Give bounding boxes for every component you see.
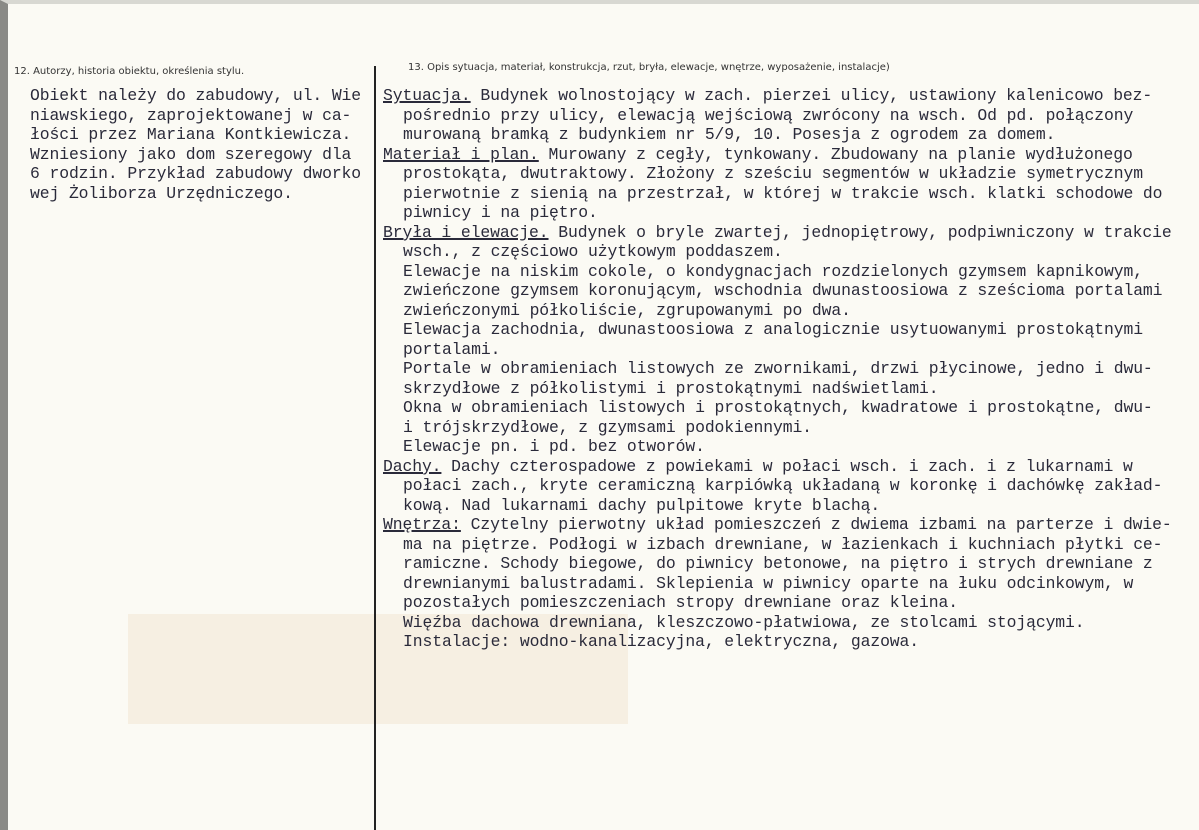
line-text: Murowany z cegły, tynkowany. Zbudowany na planie wydłużonego	[538, 144, 1133, 164]
line-text: pozostałych pomieszczeniach stropy drewniane oraz kleina.	[403, 593, 958, 612]
text-line	[383, 632, 1172, 652]
line-text: i trójskrzydłowe, z gzymsami podokiennymi.	[403, 417, 812, 437]
line-text: zwieńczonymi półkoliście, zgrupowanymi po dwa.	[403, 300, 851, 320]
line-text: prostokąta, dwutraktowy. Złożony z sześciu segmentów w układzie symetrycznym	[403, 164, 1143, 183]
text-line	[383, 437, 1172, 457]
line-text: drewnianymi balustradami. Sklepienia w piwnicy oparte na łuku odcinkowym, w	[403, 573, 1134, 593]
text-line: łości przez Mariana Kontkiewicza.	[30, 125, 352, 144]
text-line	[383, 398, 1172, 418]
section-12-text	[30, 86, 361, 203]
text-line	[383, 574, 1172, 594]
line-text: wsch., z częściowo użytkowym poddaszem.	[403, 242, 783, 261]
line-text: Instalacje: wodno-kanalizacyjna, elektryczna, gazowa.	[403, 632, 920, 651]
subsection-heading: Dachy.	[383, 456, 442, 476]
text-line	[383, 184, 1172, 204]
text-line: 6 rodzin. Przykład zabudowy dworko	[30, 164, 362, 183]
column-divider	[374, 66, 376, 830]
line-text: Elewacja zachodnia, dwunastoosiowa z analogicznie usytuowanymi prostokątnymi	[403, 320, 1143, 339]
line-text: Elewacje na niskim cokole, o kondygnacjach rozdzielonych gzymsem kapnikowym,	[403, 261, 1143, 281]
line-text: ramiczne. Schody biegowe, do piwnicy betonowe, na piętro i strych drewniane z	[403, 554, 1153, 573]
line-text: piwnicy i na piętro.	[403, 203, 598, 222]
text-line	[383, 535, 1172, 555]
text-line	[383, 457, 1172, 477]
text-line	[383, 340, 1172, 360]
text-line: Obiekt należy do zabudowy, ul. Wie	[30, 86, 362, 105]
section-13-label: 13. Opis sytuacja, materiał, konstrukcja, rzut, bryła, elewacje, wnętrze, wyposażenie, instalacje)	[408, 62, 890, 73]
text-line	[383, 476, 1172, 496]
line-text: ma na piętrze. Podłogi w izbach drewniane, w łazienkach i kuchniach płytki ce-	[403, 534, 1163, 554]
text-line	[383, 496, 1172, 516]
line-text: murowaną bramką z budynkiem nr 5/9, 10. Posesja z ogrodem za domem.	[403, 125, 1056, 144]
text-line	[383, 515, 1172, 535]
text-line	[383, 242, 1172, 262]
section-12-label: 12. Autorzy, historia obiektu, określenia stylu.	[14, 66, 245, 77]
text-line	[383, 145, 1172, 165]
line-text: Czytelny pierwotny układ pomieszczeń z dwiema izbami na parterze i dwie-	[460, 515, 1172, 534]
line-text: zwieńczone gzymsem koronującym, wschodnia dwunastoosiowa z sześcioma portalami	[403, 281, 1163, 300]
text-line	[383, 554, 1172, 574]
text-line	[383, 262, 1172, 282]
subsection-heading: Wnętrza:	[383, 515, 461, 534]
line-text: pierwotnie z sienią na przestrzał, w której w trakcie wsch. klatki schodowe do	[403, 183, 1163, 203]
line-text: pośrednio przy ulicy, elewacją wejściową zwrócony na wsch. Od pd. połączony	[403, 105, 1134, 125]
line-text: skrzydłowe z półkolistymi i prostokątnymi nadświetlami.	[403, 378, 939, 398]
line-text: kową. Nad lukarnami dachy pulpitowe kryte blachą.	[403, 495, 881, 515]
line-text: Budynek wolnostojący w zach. pierzei ulicy, ustawiony kalenicowo bez-	[470, 86, 1153, 105]
line-text: Okna w obramieniach listowych i prostokątnych, kwadratowe i prostokątne, dwu-	[403, 398, 1153, 417]
text-line	[383, 359, 1172, 379]
line-text: połaci zach., kryte ceramiczną karpiówką układaną w koronkę i dachówkę zakład-	[403, 476, 1163, 495]
text-line	[383, 203, 1172, 223]
text-line	[383, 125, 1172, 145]
line-text: Dachy czterospadowe z powiekami w połaci wsch. i zach. i z lukarnami w	[441, 456, 1133, 476]
text-line	[383, 418, 1172, 438]
subsection-heading: Materiał i plan.	[383, 144, 539, 164]
text-line	[383, 281, 1172, 301]
text-line	[383, 379, 1172, 399]
subsection-heading: Sytuacja.	[383, 86, 471, 105]
line-text: Więźba dachowa drewniana, kleszczowo-płatwiowa, ze stolcami stojącymi.	[403, 612, 1085, 632]
line-text: portalami.	[403, 339, 501, 359]
subsection-heading: Bryła i elewacje.	[383, 222, 549, 242]
line-text: Budynek o bryle zwartej, jednopiętrowy, podpiwniczony w trakcie	[548, 222, 1172, 242]
text-line	[383, 223, 1172, 243]
text-line: niawskiego, zaprojektowanej w ca-	[30, 105, 352, 125]
text-line	[383, 106, 1172, 126]
text-line	[383, 320, 1172, 340]
section-13-text	[383, 86, 1172, 652]
line-text: Elewacje pn. i pd. bez otworów.	[403, 437, 705, 456]
text-line	[383, 164, 1172, 184]
line-text: Portale w obramieniach listowych ze zwornikami, drzwi płycinowe, jedno i dwu-	[403, 359, 1153, 378]
text-line	[383, 301, 1172, 321]
text-line: Wzniesiony jako dom szeregowy dla	[30, 144, 352, 164]
text-line	[383, 86, 1172, 106]
text-line: wej Żoliborza Urzędniczego.	[30, 183, 293, 203]
text-line	[383, 613, 1172, 633]
text-line	[383, 593, 1172, 613]
